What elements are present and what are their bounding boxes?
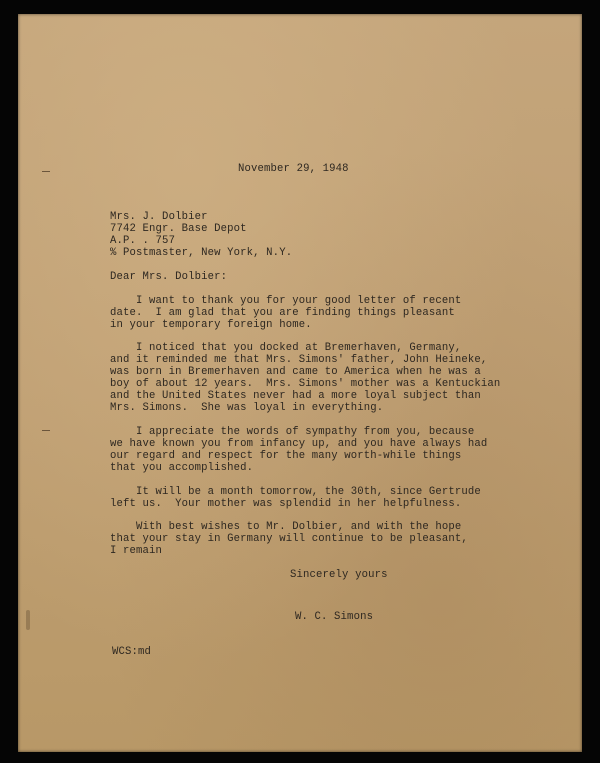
typist-initials: WCS:md: [112, 646, 152, 658]
body-line: our regard and respect for the many worth-while things: [110, 450, 462, 462]
signature-name: W. C. Simons: [295, 611, 374, 623]
body-line: in your temporary foreign home.: [110, 319, 312, 331]
closing: Sincerely yours: [290, 569, 388, 581]
body-line: I want to thank you for your good letter of recent: [110, 295, 462, 307]
body-line: Mrs. Simons. She was loyal in everything.: [110, 402, 384, 414]
body-line: It will be a month tomorrow, the 30th, since Gertrude: [110, 486, 481, 498]
page-mark: [26, 610, 30, 630]
address-line: % Postmaster, New York, N.Y.: [110, 247, 293, 259]
address-line: A.P. . 757: [110, 235, 176, 247]
body-line: we have known you from infancy up, and you have always had: [110, 438, 488, 450]
body-line: and the United States never had a more loyal subject than: [110, 390, 481, 402]
body-line: I appreciate the words of sympathy from you, because: [110, 426, 475, 438]
address-line: Mrs. J. Dolbier: [110, 211, 208, 223]
address-line: 7742 Engr. Base Depot: [110, 223, 247, 235]
body-line: boy of about 12 years. Mrs. Simons' mother was a Kentuckian: [110, 378, 501, 390]
letter-date: November 29, 1948: [238, 163, 349, 175]
body-line: was born in Bremerhaven and came to America when he was a: [110, 366, 481, 378]
body-line: I noticed that you docked at Bremerhaven, Germany,: [110, 342, 462, 354]
body-line: date. I am glad that you are finding things pleasant: [110, 307, 455, 319]
body-line: that your stay in Germany will continue to be pleasant,: [110, 533, 468, 545]
body-line: that you accomplished.: [110, 462, 254, 474]
body-line: left us. Your mother was splendid in her helpfulness.: [110, 498, 462, 510]
salutation: Dear Mrs. Dolbier:: [110, 271, 228, 283]
letter-page: [18, 14, 582, 752]
body-line: I remain: [110, 545, 163, 557]
margin-mark: [42, 430, 50, 431]
body-line: and it reminded me that Mrs. Simons' father, John Heineke,: [110, 354, 488, 366]
body-line: With best wishes to Mr. Dolbier, and with the hope: [110, 521, 462, 533]
margin-mark: [42, 171, 50, 172]
